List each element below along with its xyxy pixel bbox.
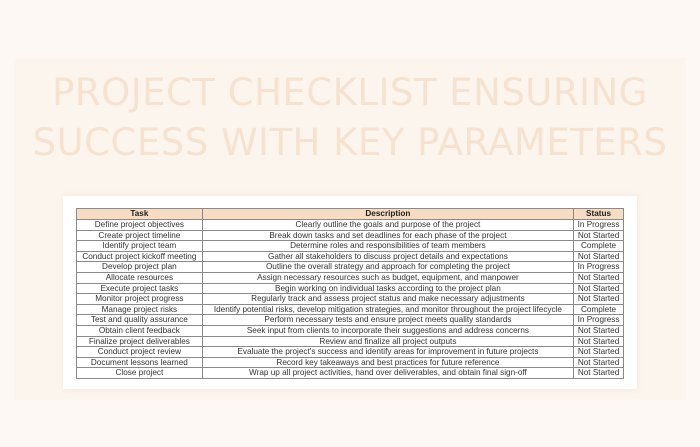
cell-status: Not Started bbox=[574, 347, 624, 358]
table-row bbox=[77, 325, 624, 336]
cell-status: Complete bbox=[574, 304, 624, 315]
checklist-card bbox=[63, 196, 637, 389]
cell-description: Determine roles and responsibilities of team members bbox=[202, 241, 573, 252]
cell-task: Allocate resources bbox=[77, 272, 203, 283]
header-status: Status bbox=[574, 209, 624, 220]
cell-description: Seek input from clients to incorporate their suggestions and address concerns bbox=[202, 325, 573, 336]
cell-description: Record key takeaways and best practices for future reference bbox=[202, 357, 573, 368]
page-title bbox=[0, 68, 700, 168]
table-row bbox=[77, 262, 624, 273]
cell-status: Not Started bbox=[574, 283, 624, 294]
cell-description: Regularly track and assess project status and make necessary adjustments bbox=[202, 294, 573, 305]
table-row bbox=[77, 315, 624, 326]
checklist-table bbox=[76, 208, 624, 379]
cell-task: Develop project plan bbox=[77, 262, 203, 273]
table-row bbox=[77, 347, 624, 358]
table-row bbox=[77, 251, 624, 262]
cell-status: In Progress bbox=[574, 315, 624, 326]
table-body bbox=[77, 220, 624, 379]
table-row bbox=[77, 272, 624, 283]
header-description: Description bbox=[202, 209, 573, 220]
cell-status: Not Started bbox=[574, 230, 624, 241]
cell-task: Conduct project review bbox=[77, 347, 203, 358]
cell-description: Break down tasks and set deadlines for each phase of the project bbox=[202, 230, 573, 241]
header-task: Task bbox=[77, 209, 203, 220]
cell-task: Create project timeline bbox=[77, 230, 203, 241]
table-row bbox=[77, 241, 624, 252]
cell-status: Not Started bbox=[574, 251, 624, 262]
cell-task: Define project objectives bbox=[77, 220, 203, 231]
table-row bbox=[77, 230, 624, 241]
cell-task: Obtain client feedback bbox=[77, 325, 203, 336]
table-header-row bbox=[77, 209, 624, 220]
cell-task: Execute project tasks bbox=[77, 283, 203, 294]
cell-description: Perform necessary tests and ensure project meets quality standards bbox=[202, 315, 573, 326]
cell-task: Test and quality assurance bbox=[77, 315, 203, 326]
cell-description: Outline the overall strategy and approach for completing the project bbox=[202, 262, 573, 273]
cell-task: Monitor project progress bbox=[77, 294, 203, 305]
cell-description: Evaluate the project's success and identify areas for improvement in future projects bbox=[202, 347, 573, 358]
cell-task: Conduct project kickoff meeting bbox=[77, 251, 203, 262]
cell-description: Assign necessary resources such as budget, equipment, and manpower bbox=[202, 272, 573, 283]
cell-description: Wrap up all project activities, hand over deliverables, and obtain final sign-off bbox=[202, 368, 573, 379]
cell-status: In Progress bbox=[574, 220, 624, 231]
title-line-1: PROJECT CHECKLIST ENSURING bbox=[52, 71, 648, 114]
cell-task: Identify project team bbox=[77, 241, 203, 252]
cell-description: Review and finalize all project outputs bbox=[202, 336, 573, 347]
table-row bbox=[77, 368, 624, 379]
table-row bbox=[77, 294, 624, 305]
cell-status: Complete bbox=[574, 241, 624, 252]
table-row bbox=[77, 357, 624, 368]
table-row bbox=[77, 220, 624, 231]
cell-task: Manage project risks bbox=[77, 304, 203, 315]
cell-task: Finalize project deliverables bbox=[77, 336, 203, 347]
table-row bbox=[77, 283, 624, 294]
cell-description: Begin working on individual tasks according to the project plan bbox=[202, 283, 573, 294]
title-line-2: SUCCESS WITH KEY PARAMETERS bbox=[32, 121, 668, 164]
cell-status: Not Started bbox=[574, 357, 624, 368]
cell-task: Document lessons learned bbox=[77, 357, 203, 368]
table-row bbox=[77, 304, 624, 315]
cell-description: Gather all stakeholders to discuss project details and expectations bbox=[202, 251, 573, 262]
cell-status: Not Started bbox=[574, 272, 624, 283]
cell-task: Close project bbox=[77, 368, 203, 379]
cell-status: In Progress bbox=[574, 262, 624, 273]
table-row bbox=[77, 336, 624, 347]
cell-status: Not Started bbox=[574, 325, 624, 336]
cell-description: Identify potential risks, develop mitigation strategies, and monitor throughout the project lifecycle bbox=[202, 304, 573, 315]
cell-status: Not Started bbox=[574, 368, 624, 379]
cell-status: Not Started bbox=[574, 294, 624, 305]
cell-description: Clearly outline the goals and purpose of the project bbox=[202, 220, 573, 231]
cell-status: Not Started bbox=[574, 336, 624, 347]
